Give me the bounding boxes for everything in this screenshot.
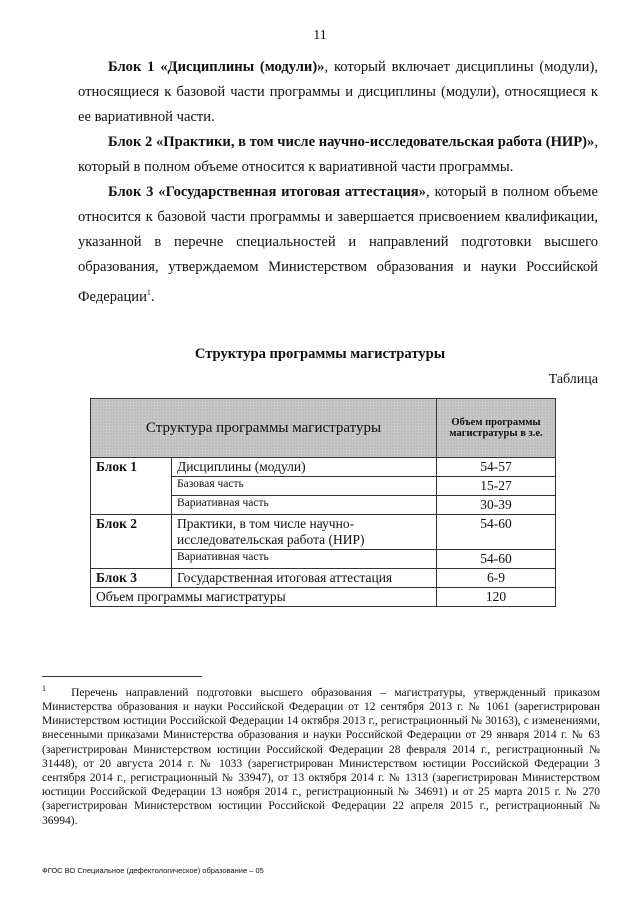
- table-row: [91, 569, 556, 588]
- footnote-divider: [42, 676, 202, 677]
- paragraph-block1: [78, 55, 598, 130]
- total-label: Объем программы магистратуры: [91, 588, 437, 607]
- table-row: [91, 588, 556, 607]
- block3-name: Блок 3: [91, 569, 172, 588]
- block3-text: , который в полном объеме относится к базовой части программы и завершается присвоением квалификации, указанной в перечне специальностей и направлений подготовки высшего образования, утверждаемом Министерством образования и науки Российской Федерации: [78, 184, 598, 305]
- footnote-text: Перечень направлений подготовки высшего образования – магистратуры, утвержденный приказом Министерства образования и науки Российской Федерации от 12 сентября 2013 г. № 1061 (зарегистрирован Министерством юстиции Российской Федерации 14 октября 2013 г., регистрационный № 30163), с изменениями, внесенными приказами Министерства образования и науки Российской Федерации от 29 января 2014 г. № 63 (зарегистрирован Министерством юстиции Российской Федерации 28 февраля 2014 г., регистрационный № 31448), от 20 августа 2014 г. № 1033 (зарегистрирован Министерством юстиции Российской Федерации 3 сентября 2014 г., регистрационный № 33947), от 13 октября 2014 г. № 1313 (зарегистрирован Министерством юстиции Российской Федерации 13 ноября 2014 г., регистрационный № 34691) и от 25 марта 2015 г. № 270 (зарегистрирован Министерством юстиции Российской Федерации 22 апреля 2015 г., регистрационный № 36994).: [42, 686, 600, 827]
- table-label: Таблица: [548, 372, 598, 387]
- block3-title: Государственная итоговая аттестация: [172, 569, 437, 588]
- block1-var-value: 30-39: [437, 496, 556, 515]
- table-title: Структура программы магистратуры: [194, 346, 446, 362]
- block2-var-value: 54-60: [437, 550, 556, 569]
- table-header-row: [91, 399, 556, 458]
- paragraph-block2: [78, 130, 598, 180]
- block2-var-label: Вариативная часть: [172, 550, 437, 569]
- block1-title: Дисциплины (модули): [172, 458, 437, 477]
- footnote-reference[interactable]: 1: [146, 288, 151, 297]
- block2-heading: Блок 2 «Практики, в том числе научно-исследовательская работа (НИР)»: [108, 134, 595, 150]
- footnote-mark: 1: [42, 684, 46, 693]
- block2-value: 54-60: [437, 515, 556, 550]
- block1-base-value: 15-27: [437, 477, 556, 496]
- block2-title: Практики, в том числе научно-исследовательская работа (НИР): [172, 515, 437, 550]
- block2-text: , который в полном объеме относится к вариативной части программы.: [78, 134, 598, 175]
- block1-var-label: Вариативная часть: [172, 496, 437, 515]
- block1-text: , который включает дисциплины (модули), относящиеся к базовой части программы и дисциплины (модули), относящиеся к ее вариативной части.: [78, 59, 599, 125]
- paragraph-block3: [78, 180, 598, 310]
- program-structure-table: [90, 398, 556, 607]
- block3-value: 6-9: [437, 569, 556, 588]
- footnote: [42, 682, 600, 828]
- block1-name: Блок 1: [91, 458, 172, 515]
- block3-heading: Блок 3 «Государственная итоговая аттестация»: [108, 184, 426, 200]
- header-volume: Объем программы магистратуры в з.е.: [437, 399, 556, 458]
- page-footer: ФГОС ВО Специальное (дефектологическое) образование – 05: [42, 866, 264, 875]
- block3-end: .: [150, 288, 155, 305]
- total-value: 120: [437, 588, 556, 607]
- table-row: [91, 458, 556, 477]
- block1-value: 54-57: [437, 458, 556, 477]
- page-number: 11: [313, 28, 327, 43]
- table-row: [91, 515, 556, 550]
- block1-heading: Блок 1 «Дисциплины (модули)»: [108, 59, 325, 75]
- block1-base-label: Базовая часть: [172, 477, 437, 496]
- block2-name: Блок 2: [91, 515, 172, 569]
- header-structure: Структура программы магистратуры: [91, 399, 437, 458]
